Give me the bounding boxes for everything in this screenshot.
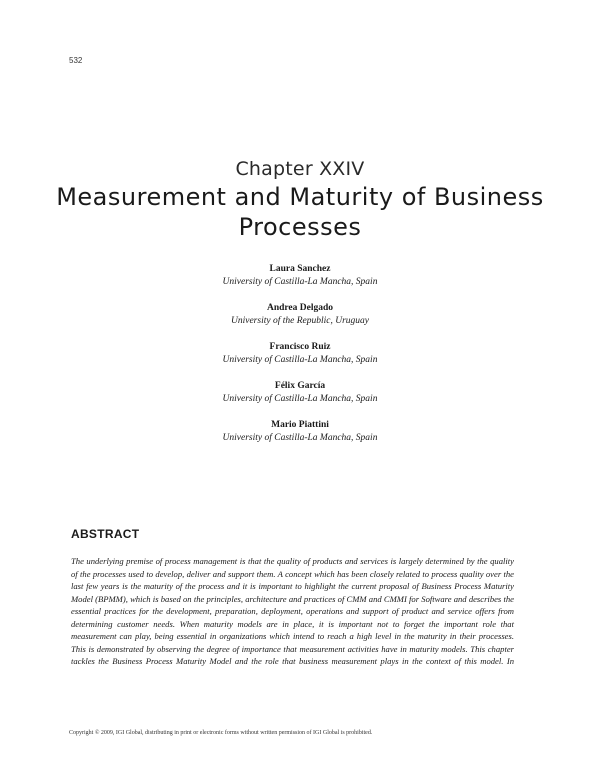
author-name: Mario Piattini bbox=[271, 420, 329, 430]
author-name: Francisco Ruiz bbox=[269, 342, 331, 352]
abstract-heading: ABSTRACT bbox=[71, 527, 140, 541]
author-name: Laura Sanchez bbox=[269, 264, 331, 274]
copyright-notice: Copyright © 2009, IGI Global, distributing in print or electronic forms without written permission of IGI Global is prohibited. bbox=[69, 730, 373, 736]
author-affiliation: University of Castilla-La Mancha, Spain bbox=[222, 394, 378, 404]
chapter-label: Chapter XXIV bbox=[235, 158, 365, 180]
chapter-title: Measurement and Maturity of Business Processes bbox=[56, 183, 544, 241]
author-block bbox=[0, 380, 600, 419]
author-list bbox=[0, 263, 600, 458]
author-name: Félix García bbox=[274, 381, 326, 391]
author-block bbox=[0, 419, 600, 458]
author-affiliation: University of the Republic, Uruguay bbox=[231, 316, 369, 326]
author-name: Andrea Delgado bbox=[266, 303, 334, 313]
author-affiliation: University of Castilla-La Mancha, Spain bbox=[222, 355, 378, 365]
author-affiliation: University of Castilla-La Mancha, Spain bbox=[222, 277, 378, 287]
page-number: 532 bbox=[69, 56, 83, 65]
abstract-body: The underlying premise of process management is that the quality of products and services is largely determined by the quality of the processes used to develop, deliver and support them. A concept which has been closely related to process quality over the last few years is the maturity of the process and it is important to highlight the current proposal of Business Process Maturity Model (BPMM), which is based on the principles, architecture and practices of CMM and CMMI for Software and describes the essential practices for the development, preparation, deployment, operations and support of product and service offers from determining customer needs. When maturity models are in place, it is important not to forget the important role that measurement can play, being essential in organizations which intend to reach a high level in the maturity in their processes. This is demonstrated by observing the degree of importance that measurement activities have in maturity models. This chapter tackles the Business Process Maturity Model and the role that business measurement plays in the context of this model. In bbox=[71, 556, 514, 666]
author-block bbox=[0, 302, 600, 341]
author-block bbox=[0, 341, 600, 380]
author-block bbox=[0, 263, 600, 302]
author-affiliation: University of Castilla-La Mancha, Spain bbox=[222, 433, 378, 443]
